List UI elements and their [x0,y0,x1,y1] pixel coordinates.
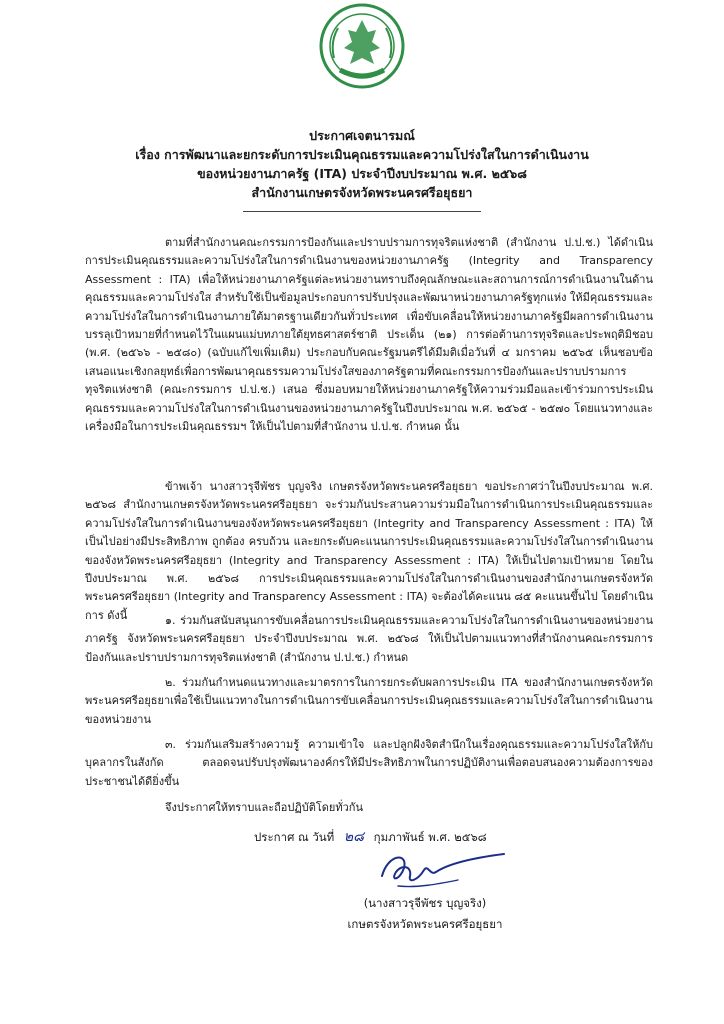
list-item-3: ๓. ร่วมกันเสริมสร้างความรู้ ความเข้าใจ และปลูกฝังจิตสำนึกในเรื่องคุณธรรมและความโปร่งใสให้กับบุคลากรในสังกัด ตลอดจนปรับปรุงพัฒนาองค์กรให้มีประสิทธิภาพในการปฏิบัติงานเพื่อตอบสนองความต้องการของประชาชนได้ดียิ่งขึ้น [85,738,653,788]
list-item-2: ๒. ร่วมกันกำหนดแนวทางและมาตรการในการยกระดับผลการประเมิน ITA ของสำนักงานเกษตรจังหวัดพระนครศรีอยุธยาเพื่อใช้เป็นแนวทางในการดำเนินการขับเคลื่อนการประเมินคุณธรรมและความโปร่งใสในการดำเนินงานของหน่วยงาน [85,676,653,726]
date-line [254,826,487,848]
paragraph-background: ตามที่สำนักงานคณะกรรมการป้องกันและปราบปรามการทุจริตแห่งชาติ (สำนักงาน ป.ป.ช.) ได้ดำเนินการประเมินคุณธรรมและความโปร่งใสในการดำเนินงานของหน่วยงานภาครัฐ (Integrity and Transparency Assessment : ITA) เพื่อให้หน่วยงานภาครัฐแต่ละหน่วยงานทราบถึงคุณลักษณะและสถานการณ์การดำเนินงานในด้านคุณธรรมและความโปร่งใส สำหรับใช้เป็นข้อมูลประกอบการปรับปรุงและพัฒนาหน่วยงานภาครัฐทุกแห่ง ให้มีคุณธรรมและความโปร่งใสในการดำเนินงานภายใต้มาตรฐานเดียวกันทั่วประเทศ เพื่อขับเคลื่อนให้หน่วยงานภาครัฐมีผลการดำเนินงานบรรลุเป้าหมายที่กำหนดไว้ในแผนแม่บทภายใต้ยุทธศาสตร์ชาติ ประเด็น (๒๑) การต่อต้านการทุจริตและประพฤติมิชอบ (พ.ศ. (๒๕๖๖ - ๒๕๘๐) (ฉบับแก้ไขเพิ่มเติม) ประกอบกับคณะรัฐมนตรีได้มีมติเมื่อวันที่ ๔ มกราคม ๒๕๖๕ เห็นชอบข้อเสนอแนะเชิงกลยุทธ์เพื่อการพัฒนาคุณธรรมความโปร่งใสของภาครัฐตามที่คณะกรรมการป้องกันและปราบปรามการทุจริตแห่งชาติ (คณะกรรมการ ป.ป.ช.) เสนอ ซึ่งมอบหมายให้หน่วยงานภาครัฐให้ความร่วมมือและเข้าร่วมการประเมินคุณธรรมและความโปร่งใสในการดำเนินงานของหน่วยงานภาครัฐในปีงบประมาณ พ.ศ. ๒๕๖๕ - ๒๕๗๐ โดยแนวทางและเครื่องมือในการประเมินคุณธรรมฯ ให้เป็นไปตามที่สำนักงาน ป.ป.ช. กำหนด นั้น [85,236,653,434]
signer-title: เกษตรจังหวัดพระนครศรีอยุธยา [347,917,503,931]
date-day-handwritten: ๒๘ [343,829,364,845]
date-prefix: ประกาศ ณ วันที่ [254,830,335,844]
document-heading [60,126,664,202]
paragraph-declaration: ข้าพเจ้า นางสาวรุจีพัชร บุญจริง เกษตรจังหวัดพระนครศรีอยุธยา ขอประกาศว่าในปีงบประมาณ พ.ศ. ๒๕๖๘ สำนักงานเกษตรจังหวัดพระนครศรีอยุธยา จะร่วมกันประสานความร่วมมือในการดำเนินการประเมินคุณธรรมและความโปร่งใสในการดำเนินงานของจังหวัดพระนครศรีอยุธยา (Integrity and Transparency Assessment : ITA) ให้เป็นไปอย่างมีประสิทธิภาพ ถูกต้อง ครบถ้วน และยกระดับคะแนนการประเมินคุณธรรมและความโปร่งใสในการดำเนินงานของจังหวัดพระนครศรีอยุธยา (Integrity and Transparency Assessment : ITA) ให้เป็นไปตามเป้าหมาย โดยในปีงบประมาณ พ.ศ. ๒๕๖๘ การประเมินคุณธรรมและความโปร่งใสในการดำเนินงานของสำนักงานเกษตรจังหวัดพระนครศรีอยุธยา (Integrity and Transparency Assessment : ITA) จะต้องได้คะแนน ๘๕ คะแนนขึ้นไป โดยดำเนินการ ดังนี้ [85,480,653,622]
title-line-2: เรื่อง การพัฒนาและยกระดับการประเมินคุณธรรมและความโปร่งใสในการดำเนินงาน [135,147,589,162]
document-body [85,234,653,814]
closing-statement: จึงประกาศให้ทราบและถือปฏิบัติโดยทั่วกัน [165,801,363,814]
title-line-1: ประกาศเจตนารมณ์ [309,128,415,143]
title-line-3: ของหน่วยงานภาครัฐ (ITA) ประจำปีงบประมาณ พ.ศ. ๒๕๖๘ [197,166,527,181]
handwritten-signature-icon [368,846,528,894]
date-suffix: กุมภาพันธ์ พ.ศ. ๒๕๖๘ [373,830,487,844]
title-line-4: สำนักงานเกษตรจังหวัดพระนครศรีอยุธยา [251,185,473,200]
agricultural-office-seal-icon [318,2,406,90]
list-item-1: ๑. ร่วมกันสนับสนุนการขับเคลื่อนการประเมินคุณธรรมและความโปร่งใสในการดำเนินงานของหน่วยงานภาครัฐ จังหวัดพระนครศรีอยุธยา ประจำปีงบประมาณ พ.ศ. ๒๕๖๘ ให้เป็นไปตามแนวทางที่สำนักงานคณะกรรมการป้องกันและปราบปรามการทุจริตแห่งชาติ (สำนักงาน ป.ป.ช.) กำหนด [85,614,653,664]
signer-name: (นางสาวรุจีพัชร บุญจริง) [363,896,487,910]
heading-divider [243,211,481,212]
